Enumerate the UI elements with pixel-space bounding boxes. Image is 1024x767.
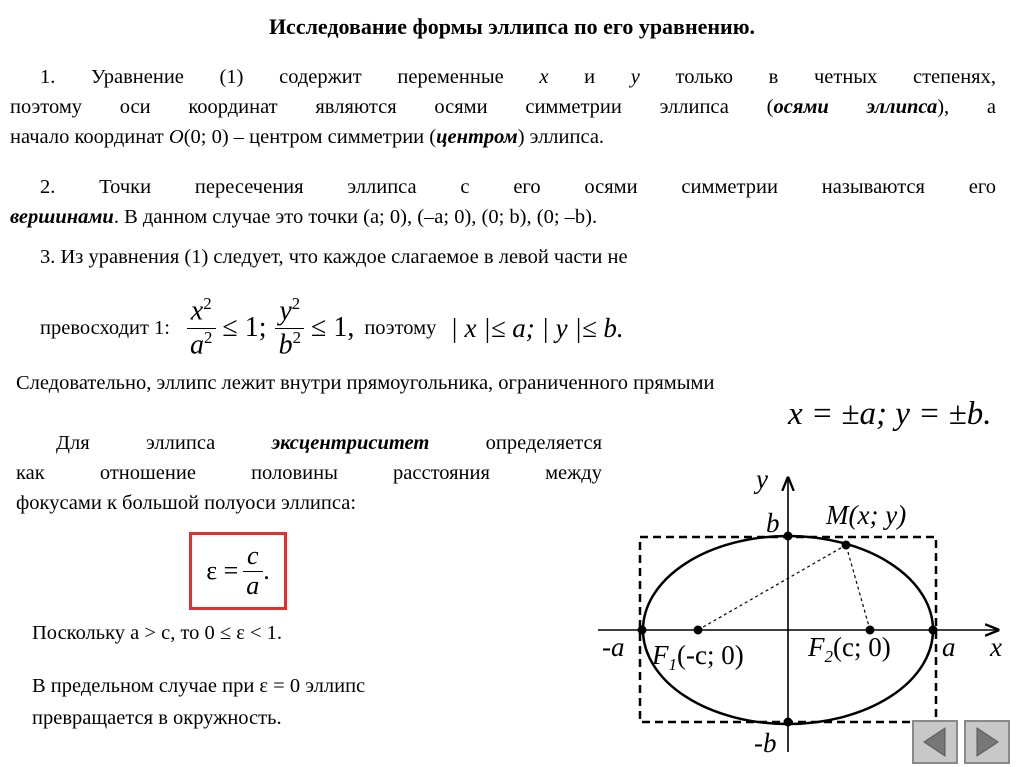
focus-1: [694, 626, 703, 635]
paragraph-vertices: 2. Точки пересечения эллипса с его осями симметрии называются его вершинами. В данном случае это точки (a; 0), (–a; 0), (0; b), (0; –b).: [10, 176, 996, 228]
vertex-b: [784, 532, 793, 541]
vertex-a: [929, 626, 938, 635]
x-axis-label: x: [990, 632, 1002, 662]
label-point-m: M(x; y): [826, 500, 907, 530]
vertex-neg-b: [784, 718, 793, 727]
fraction-x-a: $\frac{x^2}{a^2}$: [186, 295, 216, 360]
eccentricity-formula-box: ε = $\frac{c}{a}$ .: [189, 532, 287, 610]
vertices-term: вершинами: [10, 206, 114, 228]
label-b: b: [766, 508, 780, 538]
axes-term: осями эллипса: [773, 96, 938, 118]
conclusion-text: Следовательно, эллипс лежит внутри прямоугольника, ограниченного прямыми: [16, 372, 715, 394]
center-term: центром: [436, 126, 518, 148]
vertex-neg-a: [638, 626, 647, 635]
label-a: a: [942, 632, 956, 662]
abs-inequality: | x |≤ a; | y |≤ b.: [450, 312, 624, 343]
prev-slide-button[interactable]: [912, 720, 958, 764]
limit-case-text: В предельном случае при ε = 0 эллипс превращается в окружность.: [32, 675, 366, 729]
eccentricity-term: эксцентриситет: [271, 432, 430, 454]
y-axis-label: y: [756, 464, 768, 494]
point-m: [842, 541, 851, 550]
paragraph-bounds: 3. Из уравнения (1) следует, что каждое слагаемое в левой части не: [40, 246, 628, 268]
next-slide-button[interactable]: [964, 720, 1010, 764]
label-focus-1: $F_1(-c$; 0): [652, 640, 744, 674]
fraction-y-b: $\frac{y^2}{b^2}$: [275, 295, 305, 360]
focal-radius-2: [846, 545, 870, 630]
eccentricity-definition: Для эллипса эксцентриситет определяется как отношение половины расстояния между фокусами к большой полуоси эллипса:: [16, 432, 603, 514]
play-forward-icon: [966, 722, 1008, 762]
label-neg-a: -a: [602, 632, 625, 662]
page-title: Исследование формы эллипса по его уравнению.: [268, 14, 756, 39]
ellipse-diagram: [590, 460, 1020, 760]
paragraph-symmetry: 1. Уравнение (1) содержит переменные x и y только в четных степенях, поэтому оси координат являются осями симметрии эллипса (осями эллипса), а начало координат O(0; 0) – центром симметрии (центром) эллипса.: [10, 66, 996, 148]
play-back-icon: [914, 722, 956, 762]
focal-radius-1: [698, 545, 846, 630]
lines-formula: x = ±a; y = ±b.: [788, 396, 992, 432]
bounds-formula: превосходит 1: $\frac{x^2}{a^2}$ ≤ 1; $\frac{y^2}{b^2}$ ≤ 1, поэтому | x |≤ a; | y |≤ b.: [40, 294, 624, 360]
eccentricity-range: Поскольку a > c, то 0 ≤ ε < 1.: [32, 622, 283, 644]
label-focus-2: $F_2(c$; 0): [808, 632, 891, 666]
label-neg-b: -b: [754, 728, 777, 758]
